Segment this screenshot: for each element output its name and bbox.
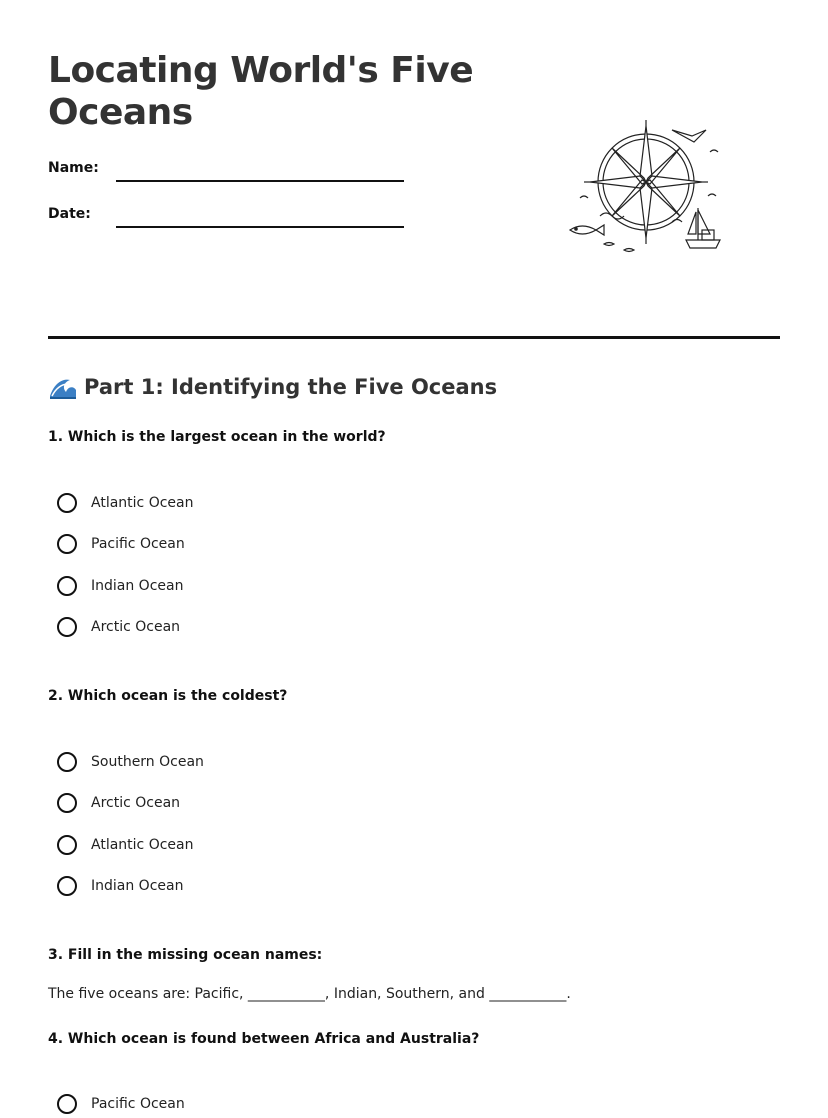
radio-button[interactable] bbox=[57, 617, 77, 637]
wave-icon bbox=[48, 374, 78, 400]
q1-option-3[interactable] bbox=[57, 574, 183, 598]
question-3: 3. Fill in the missing ocean names: bbox=[48, 947, 323, 963]
option-label: Southern Ocean bbox=[91, 754, 204, 770]
option-label: Arctic Ocean bbox=[91, 619, 181, 635]
part1-heading bbox=[48, 374, 497, 400]
q2-option-3[interactable] bbox=[57, 833, 193, 857]
option-label: Indian Ocean bbox=[91, 878, 184, 894]
option-label: Pacific Ocean bbox=[91, 536, 185, 552]
question-4: 4. Which ocean is found between Africa and Australia? bbox=[48, 1031, 480, 1047]
date-label: Date: bbox=[48, 206, 91, 222]
q4-option-1[interactable] bbox=[57, 1092, 185, 1116]
q1-option-4[interactable] bbox=[57, 615, 180, 639]
fill-in-sentence[interactable]: The five oceans are: Pacific, ___________, Indian, Southern, and ___________. bbox=[48, 986, 571, 1002]
question-2: 2. Which ocean is the coldest? bbox=[48, 688, 288, 704]
option-label: Arctic Ocean bbox=[91, 795, 181, 811]
compass-illustration bbox=[560, 112, 730, 262]
q1-option-1[interactable] bbox=[57, 491, 193, 515]
name-line[interactable] bbox=[116, 180, 404, 182]
question-1: 1. Which is the largest ocean in the world? bbox=[48, 429, 386, 445]
part1-title: Part 1: Identifying the Five Oceans bbox=[84, 375, 498, 399]
option-label: Indian Ocean bbox=[91, 578, 184, 594]
radio-button[interactable] bbox=[57, 835, 77, 855]
q2-option-1[interactable] bbox=[57, 750, 204, 774]
q2-option-2[interactable] bbox=[57, 791, 180, 815]
name-label: Name: bbox=[48, 160, 99, 176]
radio-button[interactable] bbox=[57, 876, 77, 896]
worksheet-title: Locating World's Five Oceans bbox=[48, 50, 474, 133]
q1-option-2[interactable] bbox=[57, 532, 185, 556]
name-field[interactable] bbox=[48, 160, 408, 190]
radio-button[interactable] bbox=[57, 793, 77, 813]
radio-button[interactable] bbox=[57, 752, 77, 772]
radio-button[interactable] bbox=[57, 493, 77, 513]
option-label: Atlantic Ocean bbox=[91, 495, 194, 511]
option-label: Atlantic Ocean bbox=[91, 837, 194, 853]
option-label: Pacific Ocean bbox=[91, 1096, 185, 1112]
radio-button[interactable] bbox=[57, 576, 77, 596]
date-field[interactable] bbox=[48, 206, 408, 236]
date-line[interactable] bbox=[116, 226, 404, 228]
section-divider bbox=[48, 336, 780, 339]
radio-button[interactable] bbox=[57, 1094, 77, 1114]
q2-option-4[interactable] bbox=[57, 874, 183, 898]
radio-button[interactable] bbox=[57, 534, 77, 554]
